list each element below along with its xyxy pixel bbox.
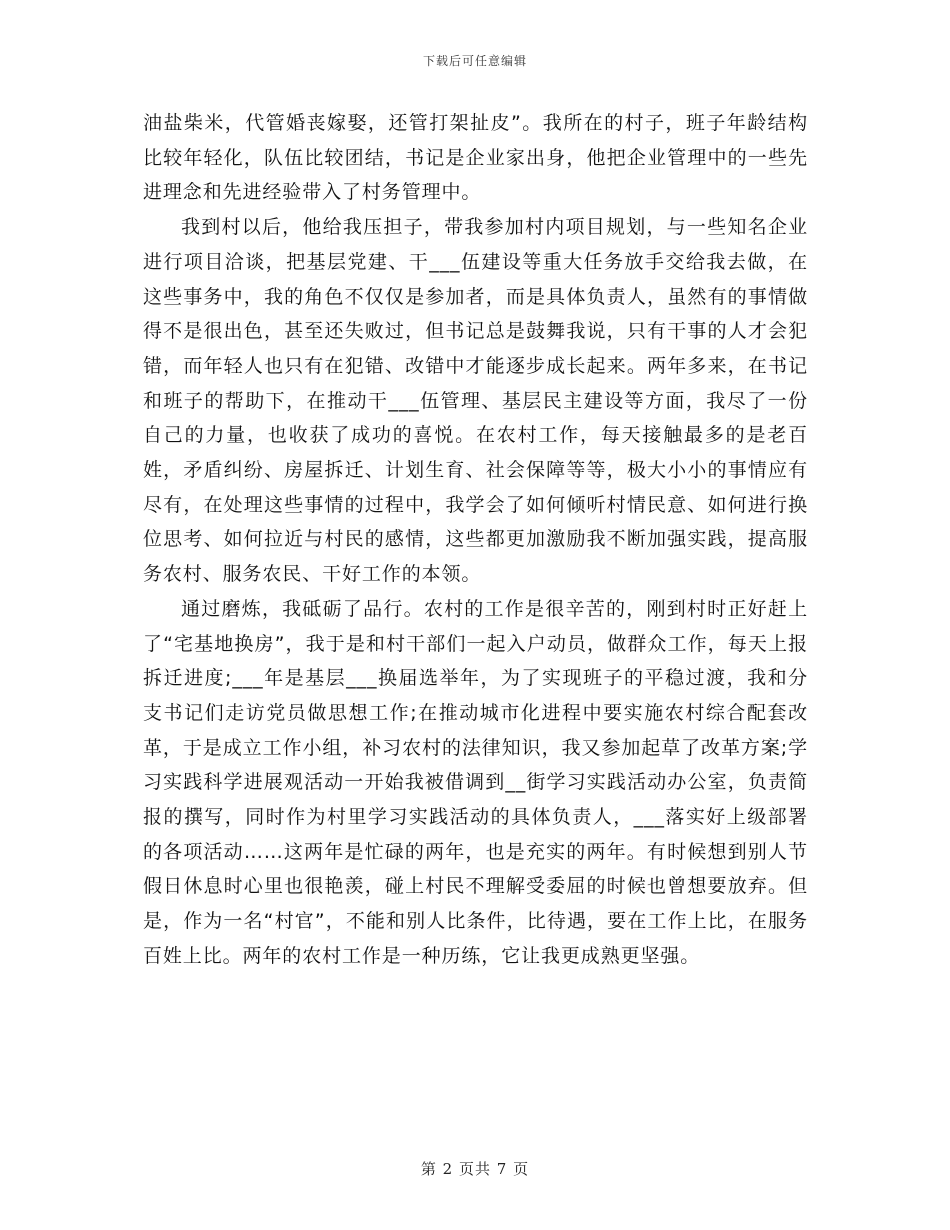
- paragraph-3: 通过磨炼，我砥砺了品行。农村的工作是很辛苦的，刚到村时正好赶上了“宅基地换房”，我于是和村干部们一起入户动员，做群众工作，每天上报拆迁进度;___年是基层___换届选举年，为了实现班子的平稳过渡，我和分支书记们走访党员做思想工作;在推动城市化进程中要实施农村综合配套改革，于是成立工作小组，补习农村的法律知识，我又参加起草了改革方案;学习实践科学进展观活动一开始我被借调到__街学习实践活动办公室，负责简报的撰写，同时作为村里学习实践活动的具体负责人，___落实好上级部署的各项活动……这两年是忙碌的两年，也是充实的两年。有时候想到别人节假日休息时心里也很艳羡，碰上村民不理解受委屈的时候也曾想要放弃。但是，作为一名“村官”，不能和别人比条件，比待遇，要在工作上比，在服务百姓上比。两年的农村工作是一种历练，它让我更成熟更坚强。: [143, 597, 808, 967]
- page-footer: 第 2 页共 7 页: [420, 1160, 530, 1178]
- page-header: 下载后可任意编辑: [422, 54, 527, 68]
- paragraph-1: 油盐柴米，代管婚丧嫁娶，还管打架扯皮”。我所在的村子，班子年龄结构比较年轻化，队伍比较团结，书记是企业家出身，他把企业管理中的一些先进理念和先进经验带入了村务管理中。: [143, 112, 808, 204]
- document-body: [143, 106, 808, 974]
- paragraph-2: 我到村以后，他给我压担子，带我参加村内项目规划，与一些知名企业进行项目洽谈，把基层党建、干___伍建设等重大任务放手交给我去做，在这些事务中，我的角色不仅仅是参加者，而是具体负责人，虽然有的事情做得不是很出色，甚至还失败过，但书记总是鼓舞我说，只有干事的人才会犯错，而年轻人也只有在犯错、改错中才能逐步成长起来。两年多来，在书记和班子的帮助下，在推动干___伍管理、基层民主建设等方面，我尽了一份自己的力量，也收获了成功的喜悦。在农村工作，每天接触最多的是老百姓，矛盾纠纷、房屋拆迁、计划生育、社会保障等等，极大小小的事情应有尽有，在处理这些事情的过程中，我学会了如何倾听村情民意、如何进行换位思考、如何拉近与村民的感情，这些都更加激励我不断加强实践，提高服务农村、服务农民、干好工作的本领。: [143, 216, 808, 586]
